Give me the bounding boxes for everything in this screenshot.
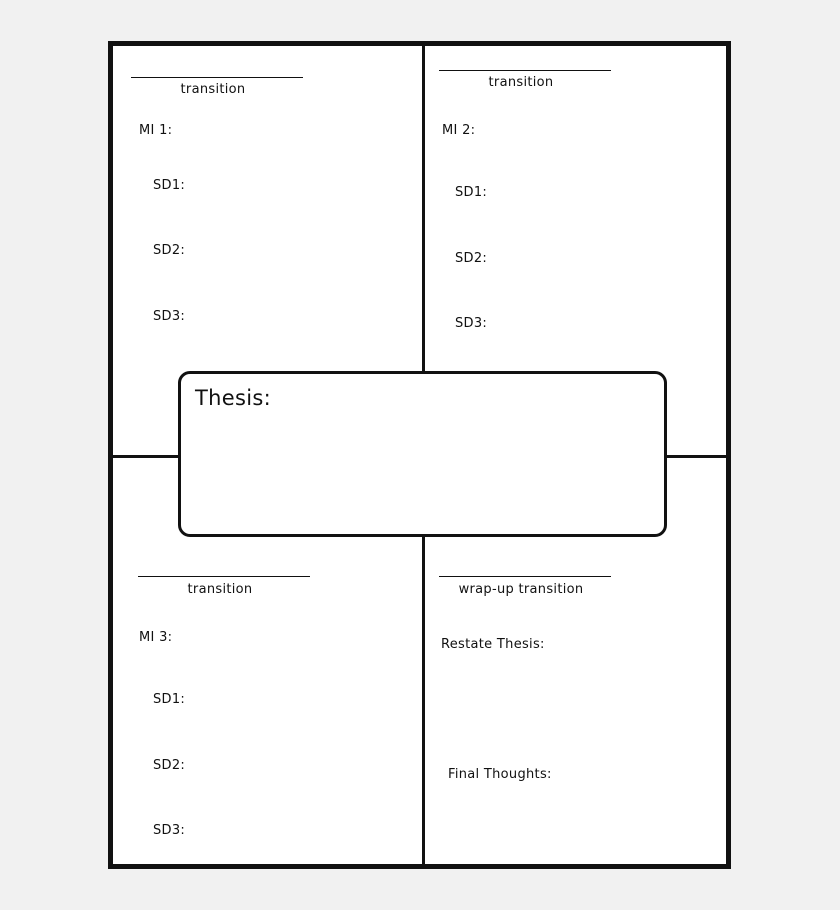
supporting-detail-2-label: SD2:	[153, 243, 186, 258]
supporting-detail-1-label: SD1:	[153, 178, 186, 193]
main-idea-3-label: MI 3:	[139, 630, 173, 645]
transition-label-bottom-left: transition	[187, 582, 253, 597]
transition-blank-bottom-right[interactable]	[439, 576, 611, 577]
supporting-detail-3-label: SD3:	[455, 316, 488, 331]
transition-blank-bottom-left[interactable]	[138, 576, 310, 577]
transition-blank-top-left[interactable]	[131, 77, 303, 78]
transition-blank-top-right[interactable]	[439, 70, 611, 71]
main-idea-1-label: MI 1:	[139, 123, 173, 138]
restate-thesis-label: Restate Thesis:	[441, 637, 545, 652]
supporting-detail-1-label: SD1:	[455, 185, 488, 200]
supporting-detail-2-label: SD2:	[153, 758, 186, 773]
thesis-label: Thesis:	[195, 386, 271, 410]
wrap-up-transition-label: wrap-up transition	[458, 582, 584, 597]
main-idea-2-label: MI 2:	[442, 123, 476, 138]
supporting-detail-2-label: SD2:	[455, 251, 488, 266]
final-thoughts-label: Final Thoughts:	[448, 767, 552, 782]
thesis-box[interactable]	[178, 371, 667, 537]
supporting-detail-3-label: SD3:	[153, 309, 186, 324]
supporting-detail-3-label: SD3:	[153, 823, 186, 838]
supporting-detail-1-label: SD1:	[153, 692, 186, 707]
transition-label-top-left: transition	[180, 82, 246, 97]
transition-label-top-right: transition	[488, 75, 554, 90]
